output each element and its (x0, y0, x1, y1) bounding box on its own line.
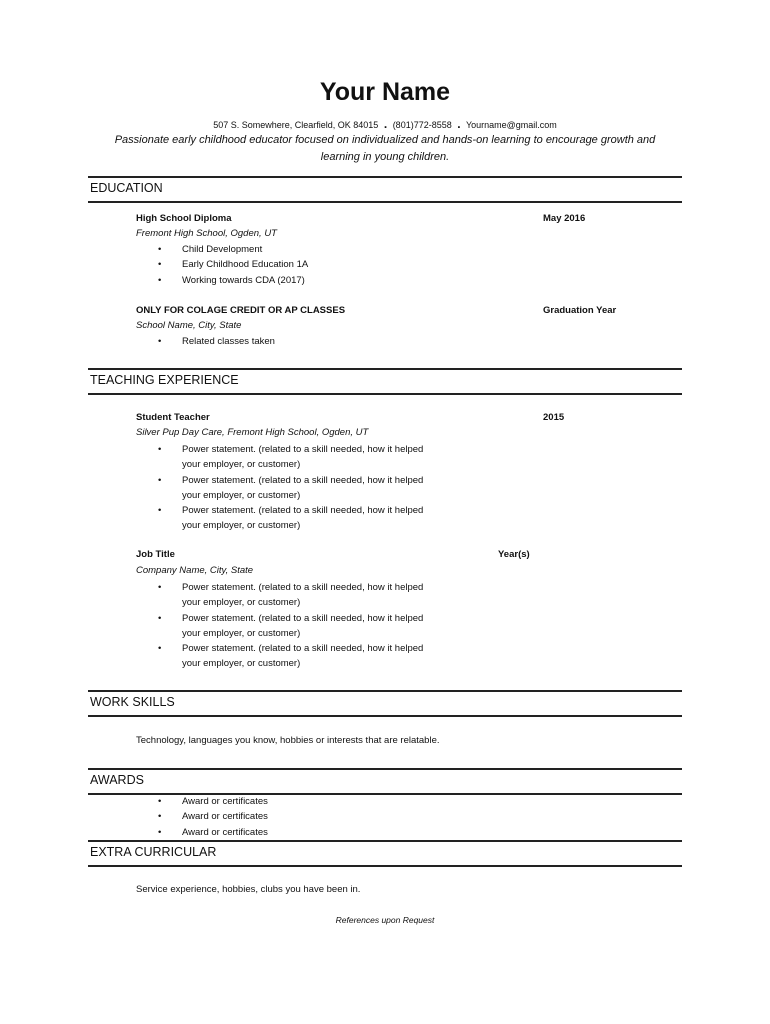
list-item: • Power statement. (related to a skill needed, how it helped your employer, or customer) (158, 505, 424, 532)
section-teaching-experience (88, 368, 682, 395)
contact-separator: . (383, 117, 388, 131)
bullet-list (136, 580, 423, 672)
bullet-icon: • (158, 643, 162, 655)
entry-date: 2015 (543, 412, 565, 423)
address: 507 S. Somewhere, Clearfield, OK 84015 (213, 120, 379, 130)
bullet-icon: • (158, 244, 162, 255)
section-work-skills (88, 690, 682, 717)
bullet-icon: • (158, 811, 162, 823)
list-item: • Power statement. (related to a skill needed, how it helped your employer, or customer) (158, 643, 424, 670)
list-item: • Award or certificates (136, 809, 268, 824)
bullet-icon: • (158, 474, 162, 486)
bullet-icon: • (158, 259, 162, 271)
bullet-icon: • (158, 582, 162, 593)
bullet-list (136, 442, 423, 534)
entry-title: Student Teacher (136, 412, 210, 423)
list-item: • Early Childhood Education 1A (136, 257, 308, 272)
bullet-icon: • (158, 274, 162, 286)
list-item: • Power statement. (related to a skill needed, how it helped your employer, or customer) (158, 612, 424, 639)
bullet-icon: • (158, 826, 162, 838)
entry-title: ONLY FOR COLAGE CREDIT OR AP CLASSES (136, 305, 346, 316)
contact-line (0, 117, 770, 131)
list-item: • Related classes taken (136, 334, 275, 349)
list-item: • Award or certificates (136, 825, 268, 840)
entry-subtitle: School Name, City, State (136, 320, 242, 331)
entry-title: Job Title (136, 549, 175, 560)
list-item: • Power statement. (related to a skill needed, how it helped your employer, or customer) (158, 444, 424, 471)
section-heading: EXTRA CURRICULAR (90, 845, 217, 859)
summary: Passionate early childhood educator focused on individualized and hands-on learning to encourage growth and learning in young children. (114, 134, 656, 163)
skills-text: Technology, languages you know, hobbies or interests that are relatable. (136, 735, 440, 746)
phone: (801)772-8558 (392, 120, 452, 130)
list-item: • Award or certificates (136, 794, 268, 809)
entry-subtitle: Silver Pup Day Care, Fremont High School, Ogden, UT (136, 427, 369, 438)
list-item: • Child Development (136, 242, 308, 257)
bullet-icon: • (158, 796, 162, 807)
entry-title: High School Diploma (136, 213, 232, 224)
list-item: • Power statement. (related to a skill needed, how it helped your employer, or customer) (158, 582, 424, 609)
entry-subtitle: Fremont High School, Ogden, UT (136, 228, 277, 239)
section-heading: TEACHING EXPERIENCE (90, 373, 239, 387)
email: Yourname@gmail.com (465, 120, 557, 130)
contact-separator: . (457, 117, 461, 131)
bullet-icon: • (158, 612, 162, 624)
list-item: • Power statement. (related to a skill needed, how it helped your employer, or customer) (158, 474, 424, 501)
section-education (88, 176, 682, 203)
section-extra-curricular (88, 840, 682, 867)
list-item: • Working towards CDA (2017) (136, 273, 308, 288)
entry-date: Year(s) (498, 549, 530, 560)
bullet-list (136, 794, 268, 840)
bullet-list (136, 334, 275, 349)
resume-name: Your Name (319, 78, 451, 106)
entry-date: Graduation Year (543, 305, 617, 316)
section-heading: EDUCATION (90, 181, 163, 195)
bullet-icon: • (158, 505, 162, 517)
extra-text: Service experience, hobbies, clubs you have been in. (136, 884, 361, 895)
section-heading: WORK SKILLS (90, 695, 175, 709)
entry-date: May 2016 (543, 213, 586, 224)
bullet-icon: • (158, 444, 162, 455)
bullet-icon: • (158, 336, 162, 347)
section-heading: AWARDS (90, 773, 144, 787)
bullet-list (136, 242, 308, 288)
entry-subtitle: Company Name, City, State (136, 565, 254, 576)
references-note: References upon Request (335, 915, 435, 925)
section-awards (88, 768, 682, 795)
